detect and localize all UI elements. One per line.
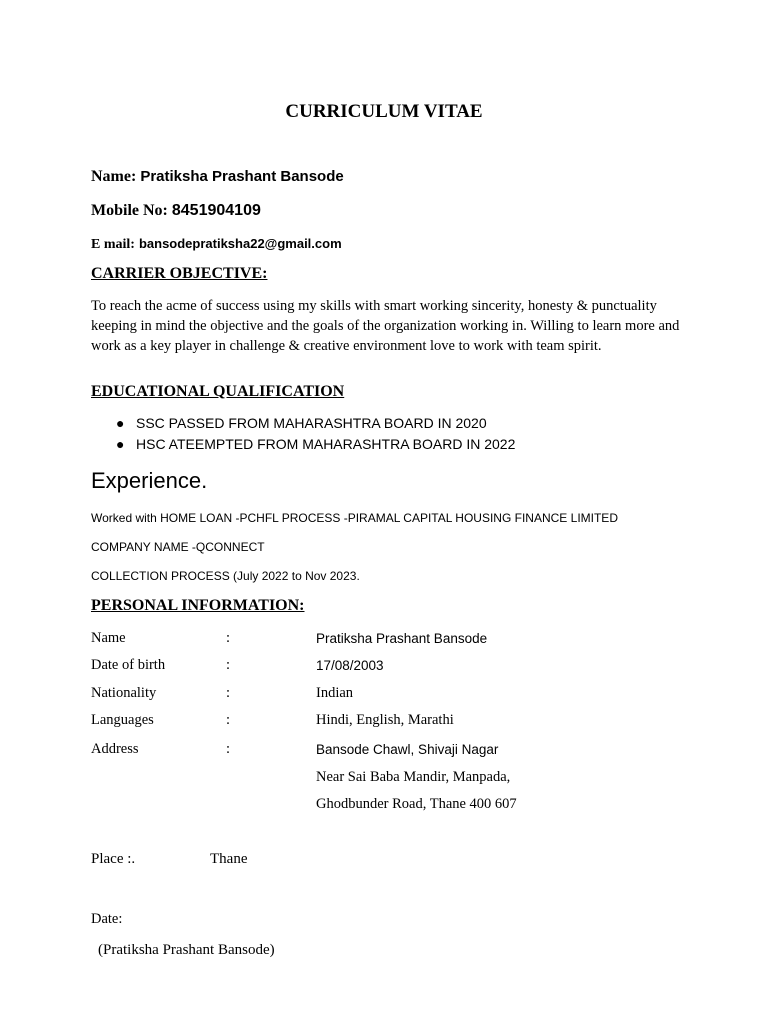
signature: (Pratiksha Prashant Bansode)	[98, 942, 275, 958]
pi-label-languages: Languages	[91, 712, 154, 728]
experience-line: Worked with HOME LOAN -PCHFL PROCESS -PIRAMAL CAPITAL HOUSING FINANCE LIMITED	[91, 511, 618, 525]
email-value: bansodepratiksha22@gmail.com	[138, 236, 342, 251]
education-heading: EDUCATIONAL QUALIFICATION	[91, 383, 345, 400]
pi-value-address-line2: Near Sai Baba Mandir, Manpada,	[316, 769, 511, 785]
mobile-line	[91, 202, 261, 220]
pi-label-dob: Date of birth	[91, 657, 166, 673]
pi-colon: :	[226, 685, 231, 701]
email-line	[91, 235, 342, 253]
objective-heading: CARRIER OBJECTIVE:	[91, 265, 268, 282]
objective-text: To reach the acme of success using my skills with smart working sincerity, honesty & punctuality keeping in mind the objective and the goals of the organization working in. Willing to learn more and work as a key player in challenge & creative environment love to work with team spirit.	[91, 298, 680, 354]
name-line	[91, 168, 344, 186]
pi-colon: :	[226, 630, 231, 646]
education-item-text: SSC PASSED FROM MAHARASHTRA BOARD IN 2020	[136, 415, 487, 431]
date-label: Date:	[91, 911, 123, 927]
place-label: Place :.	[91, 851, 136, 867]
pi-colon: :	[226, 741, 231, 757]
pi-value-address-line3: Ghodbunder Road, Thane 400 607	[316, 796, 517, 812]
mobile-value: 8451904109	[171, 202, 261, 219]
pi-label-address: Address	[91, 741, 139, 757]
bullet-icon: ●	[116, 438, 125, 453]
pi-value-nationality: Indian	[316, 685, 354, 701]
experience-line: COLLECTION PROCESS (July 2022 to Nov 2023.	[91, 569, 360, 583]
experience-line: COMPANY NAME -QCONNECT	[91, 540, 265, 554]
education-item-text: HSC ATEEMPTED FROM MAHARASHTRA BOARD IN 2022	[136, 436, 516, 452]
pi-colon: :	[226, 657, 231, 673]
name-value: Pratiksha Prashant Bansode	[140, 168, 344, 185]
email-label: E mail:	[91, 237, 135, 252]
experience-heading: Experience.	[91, 468, 208, 493]
personal-heading: PERSONAL INFORMATION:	[91, 597, 305, 614]
bullet-icon: ●	[116, 417, 125, 432]
pi-label-name: Name	[91, 630, 126, 646]
mobile-label: Mobile No:	[91, 202, 168, 219]
education-item	[116, 415, 487, 433]
place-value: Thane	[210, 851, 248, 867]
pi-value-dob: 17/08/2003	[316, 658, 384, 673]
pi-value-name: Pratiksha Prashant Bansode	[316, 631, 488, 646]
pi-value-languages: Hindi, English, Marathi	[316, 712, 454, 728]
pi-value-address: Bansode Chawl, Shivaji Nagar	[316, 742, 499, 757]
pi-label-nationality: Nationality	[91, 685, 157, 701]
education-item	[116, 436, 515, 454]
pi-colon: :	[226, 712, 231, 728]
document-title: CURRICULUM VITAE	[285, 101, 483, 122]
name-label: Name:	[91, 168, 137, 185]
